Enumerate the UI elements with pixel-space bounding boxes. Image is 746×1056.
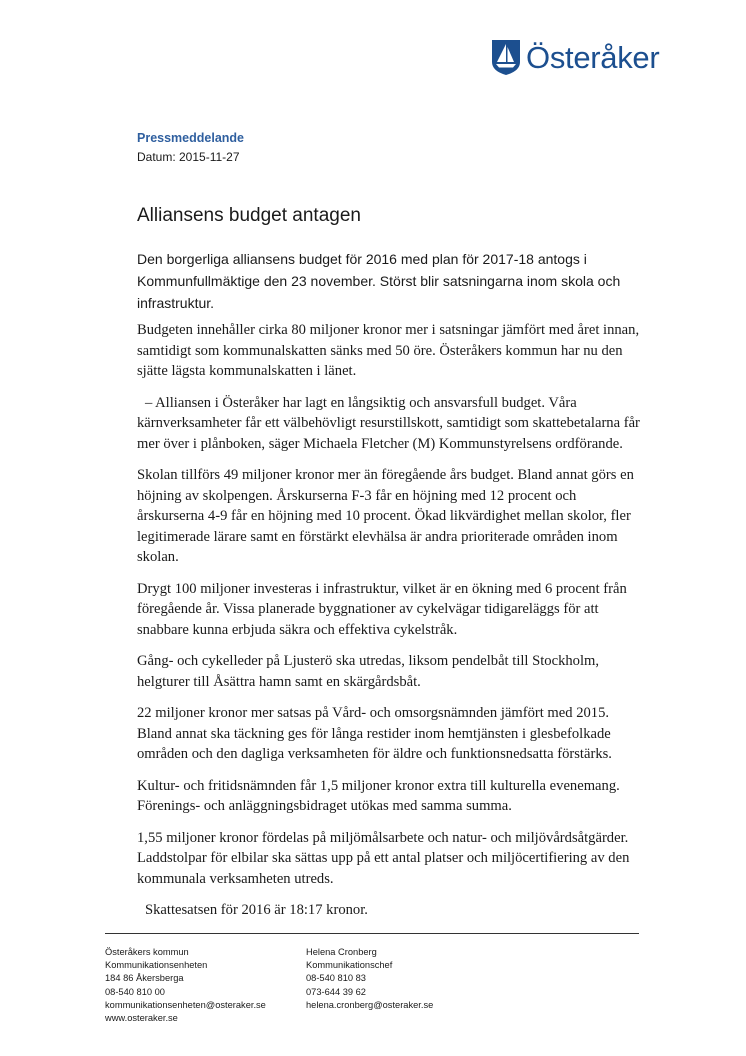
footer-org-website[interactable]: www.osteraker.se <box>105 1013 178 1024</box>
paragraph: 22 miljoner kronor mer satsas på Vård- och omsorgsnämnden jämfört med 2015. Bland annat ska täckning ges för långa restider inom hemtjänsten i glesbefolkade områden och den dagliga verksamheten för äldre och funktionsnedsatta förstärks. <box>137 705 612 762</box>
footer-contact-email[interactable]: helena.cronberg@osteraker.se <box>306 999 434 1010</box>
logo <box>490 38 659 76</box>
footer-org-unit: Kommunikationsenheten <box>105 960 208 971</box>
paragraph: Kultur- och fritidsnämnden får 1,5 miljoner kronor extra till kulturella evenemang. Förenings- och anläggningsbidraget utökas med samma summa. <box>137 777 620 814</box>
paragraph: Drygt 100 miljoner investeras i infrastruktur, vilket är en ökning med 6 procent från föregående år. Vissa planerade byggnationer av cykelvägar tidigareläggs för att snabbare kunna erbjuda säkra och effektiva cykelstråk. <box>137 580 627 638</box>
paragraph: Budgeten innehåller cirka 80 miljoner kronor mer i satsningar jämfört med året innan, samtidigt som kommunalskatten sänks med 50 öre. Österåkers kommun har nu den sjätte lägsta kommunalskatten i länet. <box>137 322 640 379</box>
municipality-shield-icon <box>490 38 522 76</box>
footer-contact-mobile: 073-644 39 62 <box>306 986 366 997</box>
paragraph: 1,55 miljoner kronor fördelas på miljömålsarbete och natur- och miljövårdsåtgärder. Laddstolpar för elbilar ska sättas upp på ett antal platser och miljöcertifiering av den kommunala verksamheten utreds. <box>137 829 630 887</box>
document-type-label: Pressmeddelande <box>137 131 244 145</box>
paragraph: Skattesatsen för 2016 är 18:17 kronor. <box>145 902 368 918</box>
footer-org-email[interactable]: kommunikationsenheten@osteraker.se <box>105 999 266 1010</box>
footer-contact-name: Helena Cronberg <box>306 947 377 957</box>
logo-text: Österåker <box>526 39 660 75</box>
footer-org-address: 184 86 Åkersberga <box>105 973 184 984</box>
page-title: Alliansens budget antagen <box>137 205 361 226</box>
footer-organization <box>105 946 266 1025</box>
quote-paragraph: – Alliansen i Österåker har lagt en långsiktig och ansvarsfull budget. Våra kärnverksamheter får ett välbehövligt resurstillskott, samtidigt som skattebetalarna får mer över i plånboken, säger Michaela Fletcher (M) Kommunstyrelsens ordförande. <box>137 394 640 452</box>
footer-contact-role: Kommunikationschef <box>306 960 393 971</box>
document-date: Datum: 2015-11-27 <box>137 150 240 164</box>
paragraph: Gång- och cykelleder på Ljusterö ska utredas, liksom pendelbåt till Stockholm, helgturer till Åsättra hamn samt en skärgårdsbåt. <box>137 653 600 690</box>
footer-contact <box>306 946 433 1012</box>
footer-org-phone: 08-540 810 00 <box>105 986 165 997</box>
footer-org-name: Österåkers kommun <box>105 947 189 957</box>
footer-contact-phone: 08-540 810 83 <box>306 973 366 984</box>
lead-paragraph: Den borgerliga alliansens budget för 2016 med plan för 2017-18 antogs i Kommunfullmäktige den 23 november. Störst blir satsningarna inom skola och infrastruktur. <box>137 251 621 311</box>
body-text <box>137 320 642 932</box>
footer-divider <box>105 933 639 934</box>
paragraph: Skolan tillförs 49 miljoner kronor mer än föregående års budget. Bland annat görs en höjning av skolpengen. Årskurserna F-3 får en höjning med 12 procent och årskurserna 4-9 får en höjning med 10 procent. Ökad likvärdighet mellan skolor, fler legitimerade lärare samt en förstärkt elevhälsa är andra prioriterade områden inom skolan. <box>137 467 634 565</box>
